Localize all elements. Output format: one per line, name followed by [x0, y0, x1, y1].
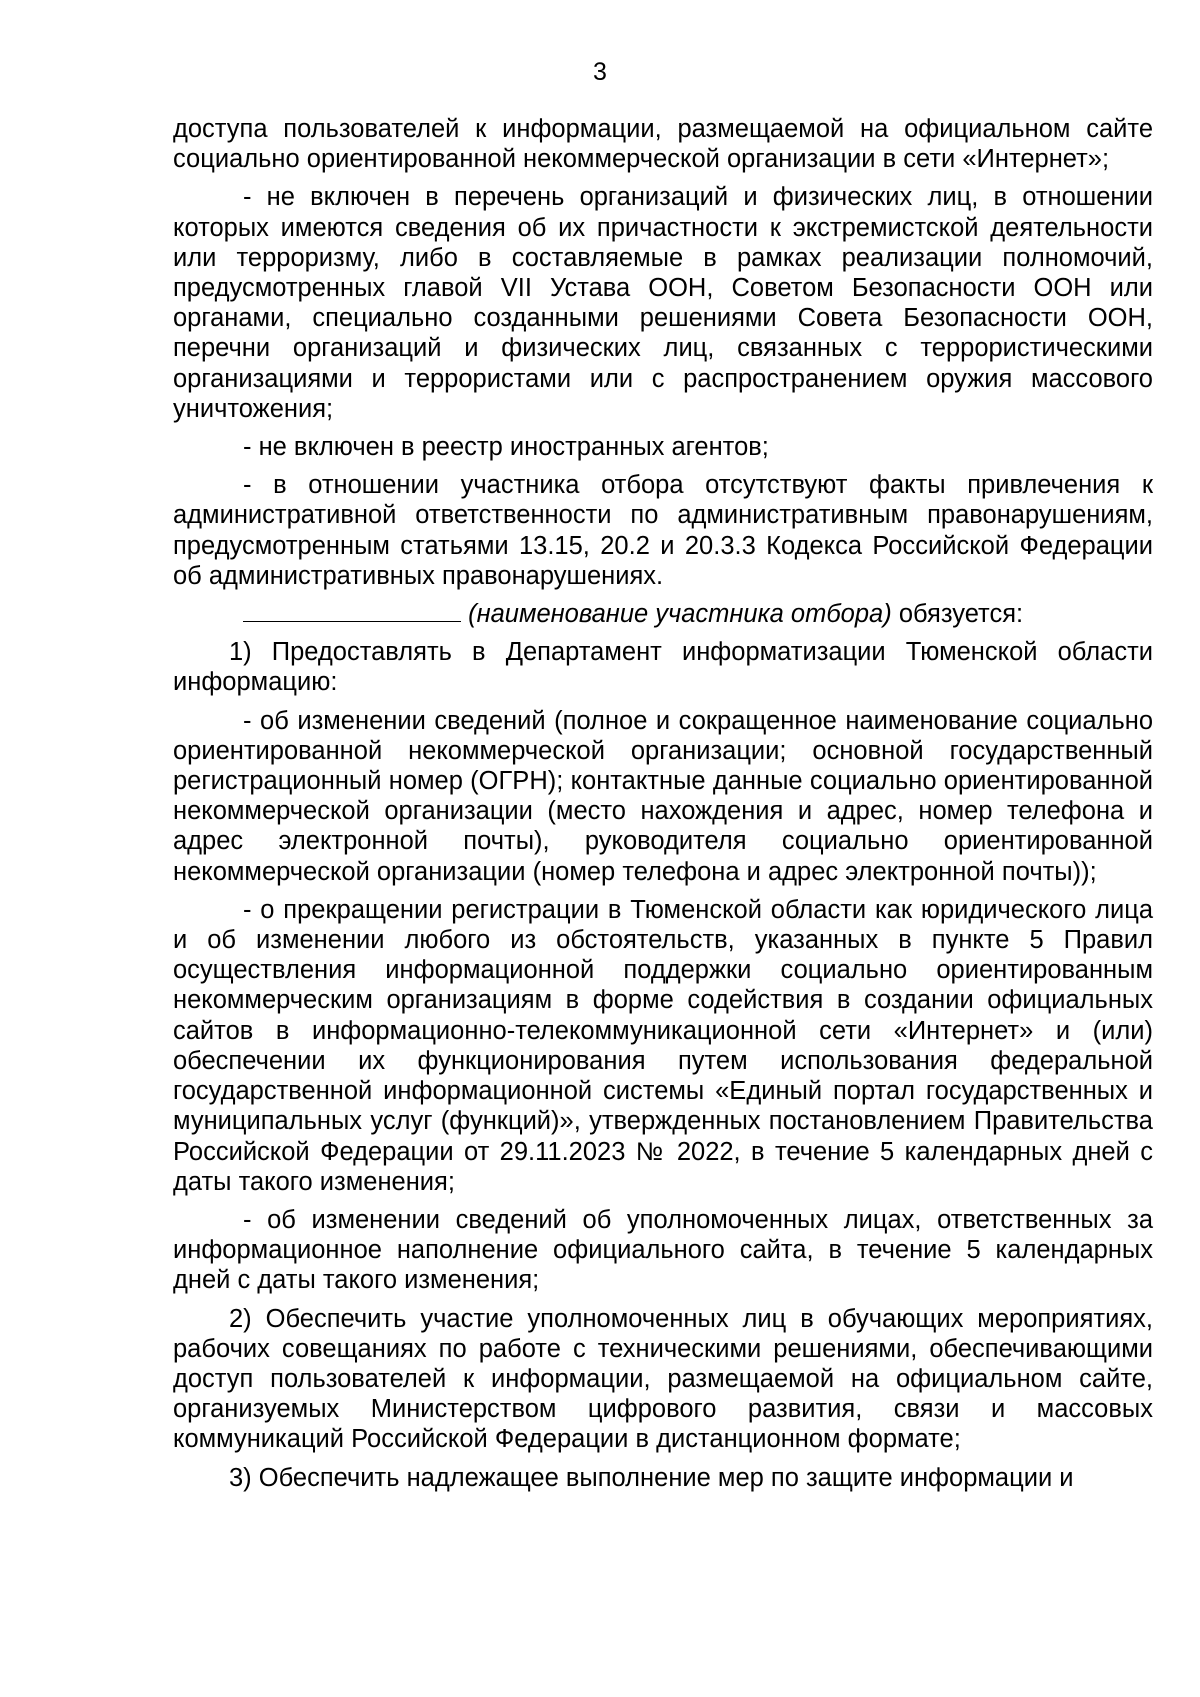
page-number: 3: [593, 58, 607, 86]
paragraph-not-in-terror-list: - не включен в перечень организаций и физических лиц, в отношении которых имеются сведения об их причастности к экстремистской деятельности или терроризму, либо в составляемые в рамках реализации полномочий, предусмотренных главой VII Устава ООН, Советом Безопасности ООН или органами, специально созданными решениями Совета Безопасности ООН, перечни организаций и физических лиц, связанных с террористическими организациями и террористами или с распространением оружия массового уничтожения;: [173, 183, 1153, 423]
paragraph-no-administrative-liability: - в отношении участника отбора отсутствуют факты привлечения к административной ответственности по административным правонарушениям, предусмотренным статьями 13.15, 20.2 и 20.3.3 Кодекса Российской Федерации об административных правонарушениях.: [173, 471, 1153, 590]
paragraph-continuation: доступа пользователей к информации, размещаемой на официальном сайте социально ориентированной некоммерческой организации в сети «Интернет»;: [173, 115, 1153, 174]
paragraph-not-foreign-agent: - не включен в реестр иностранных агентов;: [243, 433, 769, 462]
paragraph-obligations-intro: [173, 599, 1153, 629]
paragraph-obligation-1: 1) Предоставлять в Департамент информатизации Тюменской области информацию:: [173, 638, 1153, 697]
paragraph-obligation-3: 3) Обеспечить надлежащее выполнение мер по защите информации и: [229, 1463, 1074, 1492]
obligations-verb: обязуется:: [891, 600, 1024, 629]
paragraph-obligation-2: 2) Обеспечить участие уполномоченных лиц в обучающих мероприятиях, рабочих совещаниях по работе с техническими решениями, обеспечивающими доступ пользователей к информации, размещаемой на официальном сайте, организуемых Министерством цифрового развития, связи и массовых коммуникаций Российской Федерации в дистанционном формате;: [173, 1304, 1153, 1454]
paragraph-authorized-persons-changes: - об изменении сведений об уполномоченных лицах, ответственных за информационное наполнение официального сайта, в течение 5 календарных дней с даты такого изменения;: [173, 1205, 1153, 1295]
participant-name-blank: [243, 599, 461, 622]
paragraph-registration-termination: - о прекращении регистрации в Тюменской области как юридического лица и об изменении любого из обстоятельств, указанных в пункте 5 Правил осуществления информационной поддержки социально ориентированным некоммерческим организациям в форме содействия в создании официальных сайтов в информационно-телекоммуникационной сети «Интернет» и (или) обеспечении их функционирования путем использования федеральной государственной информационной системы «Единый портал государственных и муниципальных услуг (функций)», утвержденных постановлением Правительства Российской Федерации от 29.11.2023 № 2022, в течение 5 календарных дней с даты такого изменения;: [173, 895, 1153, 1196]
document-body: [173, 114, 1153, 1501]
participant-name-hint: (наименование участника отбора): [468, 600, 892, 629]
paragraph-changes-in-details: - об изменении сведений (полное и сокращенное наименование социально ориентированной некоммерческой организации; основной государственный регистрационный номер (ОГРН); контактные данные социально ориентированной некоммерческой организации (место нахождения и адрес, номер телефона и адрес электронной почты), руководителя социально ориентированной некоммерческой организации (номер телефона и адрес электронной почты));: [173, 706, 1153, 886]
